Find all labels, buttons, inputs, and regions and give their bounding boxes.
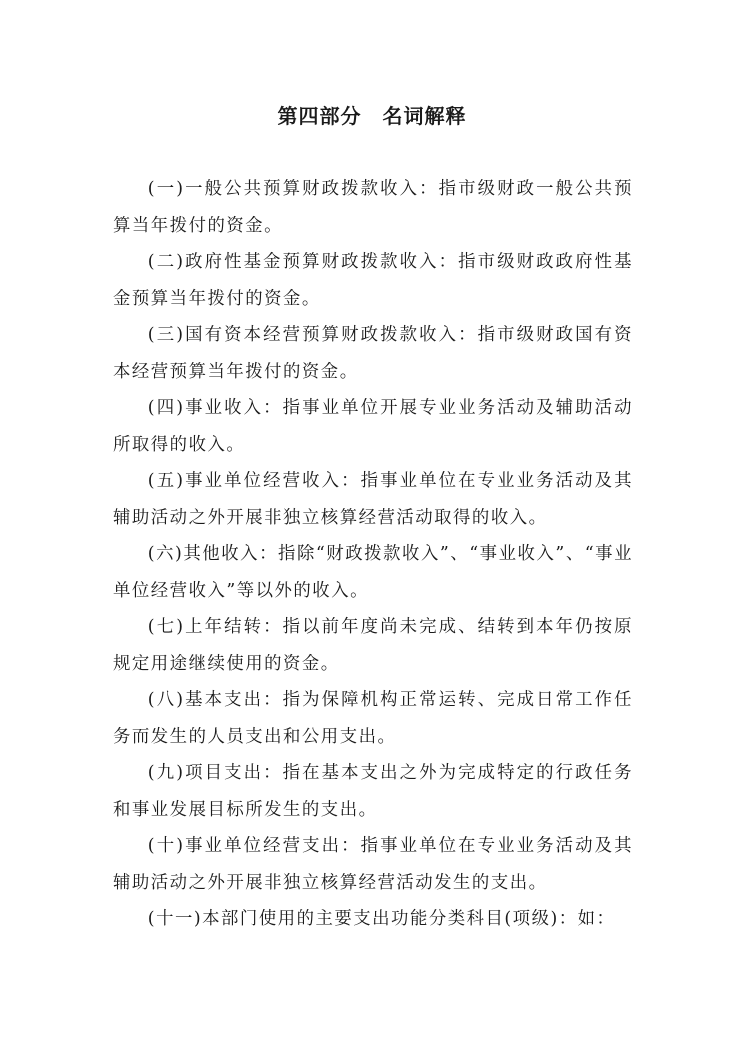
paragraph-operating-revenue: (五)事业单位经营收入：指事业单位在专业业务活动及其辅助活动之外开展非独立核算经营活动取得的收入。 — [113, 471, 633, 528]
paragraph-state-capital-revenue: (三)国有资本经营预算财政拨款收入：指市级财政国有资本经营预算当年拨付的资金。 — [113, 325, 633, 382]
paragraph-general-budget-revenue: (一)一般公共预算财政拨款收入：指市级财政一般公共预算当年拨付的资金。 — [113, 179, 633, 236]
paragraph-business-revenue: (四)事业收入：指事业单位开展专业业务活动及辅助活动所取得的收入。 — [113, 398, 633, 455]
page-title: 第四部分 名词解释 — [277, 104, 467, 128]
paragraph-other-revenue: (六)其他收入：指除“财政拨款收入”、“事业收入”、“事业单位经营收入”等以外的收入。 — [113, 544, 633, 601]
paragraph-function-classification: (十一)本部门使用的主要支出功能分类科目(项级)：如： — [147, 909, 616, 929]
paragraph-operating-expenditure: (十)事业单位经营支出：指事业单位在专业业务活动及其辅助活动之外开展非独立核算经营活动发生的支出。 — [113, 836, 633, 893]
document-body — [113, 171, 633, 938]
paragraph-carryover: (七)上年结转：指以前年度尚未完成、结转到本年仍按原规定用途继续使用的资金。 — [113, 617, 633, 674]
paragraph-basic-expenditure: (八)基本支出：指为保障机构正常运转、完成日常工作任务而发生的人员支出和公用支出。 — [113, 690, 633, 747]
paragraph-government-fund-revenue: (二)政府性基金预算财政拨款收入：指市级财政政府性基金预算当年拨付的资金。 — [113, 252, 633, 309]
paragraph-project-expenditure: (九)项目支出：指在基本支出之外为完成特定的行政任务和事业发展目标所发生的支出。 — [113, 763, 633, 820]
